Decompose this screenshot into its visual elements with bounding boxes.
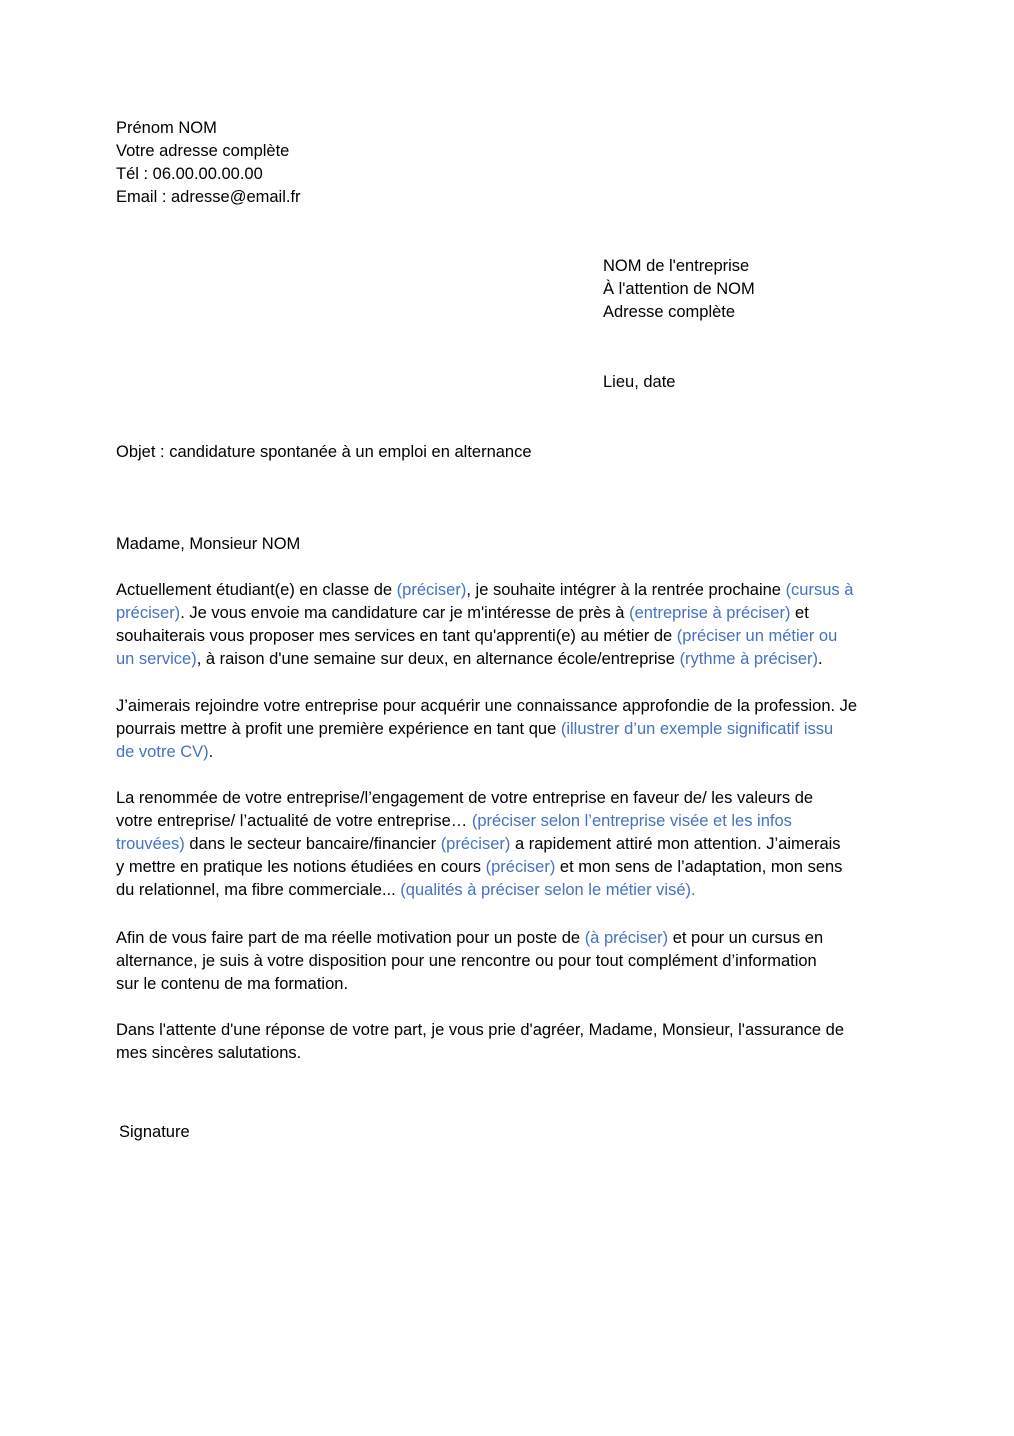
body-text: votre entreprise/ l’actualité de votre entreprise…: [116, 812, 472, 830]
placeholder-text: .: [691, 881, 696, 899]
paragraph-availability: [116, 927, 906, 996]
placeholder-text: de votre CV): [116, 743, 209, 761]
paragraph-line: [116, 579, 906, 602]
paragraph-line: Dans l'attente d'une réponse de votre part, je vous prie d'agréer, Madame, Monsieur, l'assurance de: [116, 1021, 845, 1039]
paragraph-line: [116, 927, 906, 950]
paragraph-line: [116, 648, 906, 671]
body-text: .: [818, 650, 823, 668]
paragraph-line: alternance, je suis à votre disposition pour une rencontre ou pour tout complément d’information: [116, 952, 817, 970]
paragraph-line: [116, 625, 906, 648]
paragraph-line: La renommée de votre entreprise/l’engagement de votre entreprise en faveur de/ les valeurs de: [116, 789, 814, 807]
sender-block: [116, 117, 301, 209]
salutation: Madame, Monsieur NOM: [116, 535, 301, 553]
body-text: et mon sens de l’adaptation, mon sens: [555, 858, 843, 876]
paragraph-line: mes sincères salutations.: [116, 1044, 302, 1062]
body-text: Afin de vous faire part de ma réelle motivation pour un poste de: [116, 929, 585, 947]
body-text: , à raison d'une semaine sur deux, en alternance école/entreprise: [196, 650, 680, 668]
body-text: a rapidement attiré mon attention. J’aimerais: [510, 835, 841, 853]
recipient-attention: À l'attention de NOM: [603, 280, 755, 298]
sender-phone: Tél : 06.00.00.00.00: [116, 165, 263, 183]
recipient-address: Adresse complète: [603, 303, 736, 321]
placeholder-text: (préciser): [485, 858, 556, 876]
paragraph-intro: [116, 579, 906, 671]
sender-email: Email : adresse@email.fr: [116, 188, 301, 206]
signature-label: Signature: [119, 1123, 190, 1141]
sender-address: Votre adresse complète: [116, 142, 290, 160]
body-text: souhaiterais vous proposer mes services en tant qu'apprenti(e) au métier de: [116, 627, 677, 645]
body-text: Actuellement étudiant(e) en classe de: [116, 581, 397, 599]
placeholder-text: (préciser): [440, 835, 511, 853]
place-date: Lieu, date: [603, 373, 676, 391]
body-text: et: [790, 604, 809, 622]
paragraph-line: [116, 856, 906, 879]
placeholder-text: (cursus à: [785, 581, 854, 599]
recipient-block: [603, 255, 755, 324]
paragraph-closing: [116, 1019, 906, 1065]
placeholder-text: préciser): [116, 604, 181, 622]
placeholder-text: (qualités à préciser selon le métier visé): [400, 881, 691, 899]
sender-name: Prénom NOM: [116, 119, 217, 137]
placeholder-text: (préciser selon l’entreprise visée et les infos: [471, 812, 792, 830]
body-text: .: [208, 743, 214, 761]
placeholder-text: (illustrer d’un exemple significatif issu: [560, 720, 834, 738]
placeholder-text: (à préciser): [584, 929, 669, 947]
subject-line: Objet : candidature spontanée à un emploi en alternance: [116, 443, 532, 461]
paragraph-line: [116, 741, 906, 764]
paragraph-company: [116, 787, 906, 902]
body-text: dans le secteur bancaire/financier: [184, 835, 441, 853]
paragraph-line: [116, 718, 906, 741]
placeholder-text: (préciser): [396, 581, 467, 599]
placeholder-text: (rythme à préciser): [679, 650, 819, 668]
paragraph-line: [116, 602, 906, 625]
placeholder-text: trouvées): [116, 835, 185, 853]
paragraph-line: sur le contenu de ma formation.: [116, 975, 349, 993]
placeholder-text: (entreprise à préciser): [629, 604, 791, 622]
paragraph-line: [116, 833, 906, 856]
paragraph-line: J’aimerais rejoindre votre entreprise pour acquérir une connaissance approfondie de la profession. Je: [116, 697, 858, 715]
body-text: . Je vous envoie ma candidature car je m'intéresse de près à: [180, 604, 630, 622]
body-text: du relationnel, ma fibre commerciale...: [116, 881, 401, 899]
placeholder-text: un service): [116, 650, 197, 668]
paragraph-line: [116, 879, 906, 902]
body-text: y mettre en pratique les notions étudiées en cours: [116, 858, 486, 876]
body-text: pourrais mettre à profit une première expérience en tant que: [116, 720, 561, 738]
paragraph-motivation: [116, 695, 906, 764]
recipient-company: NOM de l'entreprise: [603, 257, 750, 275]
paragraph-line: [116, 810, 906, 833]
placeholder-text: (préciser un métier ou: [676, 627, 838, 645]
body-text: , je souhaite intégrer à la rentrée prochaine: [466, 581, 786, 599]
body-text: et pour un cursus en: [668, 929, 824, 947]
